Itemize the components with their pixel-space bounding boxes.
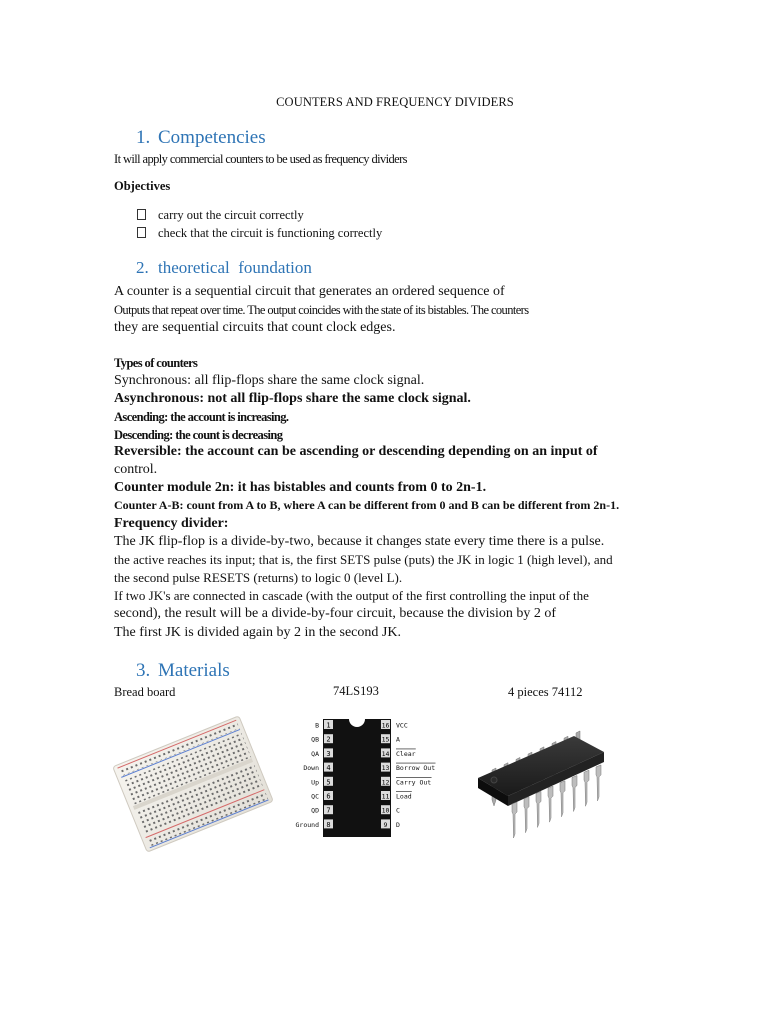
material-caption-breadboard: Bread board [114,685,176,699]
chip-pin [548,786,553,822]
types-heading: Types of counters [114,356,198,370]
section-number: 2. [136,258,149,277]
chip-pin [560,781,565,817]
foundation-line: A counter is a sequential circuit that generates an ordered sequence of [114,284,505,299]
chip-pin [584,770,589,806]
type-reversible: Reversible: the account can be ascending or descending depending on an input of [114,444,598,459]
breadboard-image [113,712,273,852]
section-number: 3. [136,660,151,681]
pin-label: D [396,820,400,829]
divider-line: The JK flip-flop is a divide-by-two, because it changes state every time there is a pulse. [114,534,605,549]
type-ab: Counter A-B: count from A to B, where A can be different from 0 and B can be different from 2n-1. [114,498,620,512]
chip-pin [524,797,529,833]
type-reversible-cont: control. [114,462,158,477]
section-title: Materials [158,660,230,681]
pin-number: 16 [381,721,390,730]
section-title: theoretical foundation [158,258,312,277]
type-descending: Descending: the count is decreasing [114,428,283,442]
pin-label: Ground [295,820,319,829]
pin-label: QC [311,792,319,801]
pin-number: 9 [383,820,388,829]
pin-number: 14 [381,749,390,758]
pin-number: 5 [326,778,331,787]
pin-label: C [396,806,400,815]
section-heading-foundation [136,258,312,278]
pin-number: 3 [326,749,331,758]
objective-text: check that the circuit is functioning correctly [158,226,383,240]
document-title: COUNTERS AND FREQUENCY DIVIDERS [276,95,514,109]
divider-line: the active reaches its input; that is, the first SETS pulse (puts) the JK in logic 1 (high level), and [114,552,613,567]
competency-text: It will apply commercial counters to be used as frequency dividers [114,152,407,166]
divider-heading: Frequency divider: [114,516,229,531]
ic-74ls193-pinout [285,715,455,840]
pin-label: A [396,735,400,744]
chip-pin [572,776,577,812]
pin-number: 6 [326,792,331,801]
pin-number: 2 [326,735,331,744]
objective-item [137,208,304,223]
pin-number: 10 [381,806,390,815]
chip-pin [596,765,601,801]
divider-line: second), the result will be a divide-by-four circuit, because the division by 2 of [114,606,557,621]
objectives-heading: Objectives [114,179,171,193]
type-synchronous: Synchronous: all flip-flops share the same clock signal. [114,373,425,388]
bullet-box-icon [137,227,146,238]
divider-line: the second pulse RESETS (returns) to logic 0 (level L). [114,570,403,585]
section-heading-materials [136,660,230,682]
pin-number: 12 [381,778,390,787]
material-caption-74ls193: 74LS193 [333,684,379,698]
type-asynchronous: Asynchronous: not all flip-flops share the same clock signal. [114,391,471,406]
pin-number: 7 [326,806,331,815]
objective-text: carry out the circuit correctly [158,208,304,222]
pin-number: 11 [381,792,390,801]
chip-pin [512,802,517,838]
type-ascending: Ascending: the account is increasing. [114,410,289,424]
pin-label: VCC [396,721,408,730]
pin-label: QD [311,806,319,815]
material-caption-74112: 4 pieces 74112 [508,685,583,699]
pin-number: 1 [326,721,331,730]
pin-number: 13 [381,764,390,773]
bullet-box-icon [137,209,146,220]
section-title: Competencies [158,127,266,148]
foundation-line: Outputs that repeat over time. The output coincides with the state of its bistables. The counters [114,303,529,317]
foundation-line: they are sequential circuits that count clock edges. [114,320,396,335]
pin-label: Up [311,778,319,787]
objective-item [137,226,382,241]
pin-label: Down [303,764,319,773]
pin-number: 15 [381,735,390,744]
divider-line: The first JK is divided again by 2 in the second JK. [114,625,401,640]
section-number: 1. [136,127,151,148]
pin-number: 4 [326,764,331,773]
pin-label: QA [311,749,319,758]
divider-line: If two JK's are connected in cascade (with the output of the first controlling the input of the [114,588,589,603]
pin-label: Carry Out [396,778,432,787]
section-heading-competencies [136,127,266,149]
pin-label: Clear [396,749,416,758]
pin-label: QB [311,735,319,744]
type-module: Counter module 2n: it has bistables and counts from 0 to 2n-1. [114,480,487,495]
pin-label: Load [396,792,412,801]
pin-label: Borrow Out [396,764,436,773]
ic-74112-image [470,708,610,848]
pin-number: 8 [326,820,331,829]
pin-label: B [315,721,319,730]
chip-pin [536,791,541,827]
